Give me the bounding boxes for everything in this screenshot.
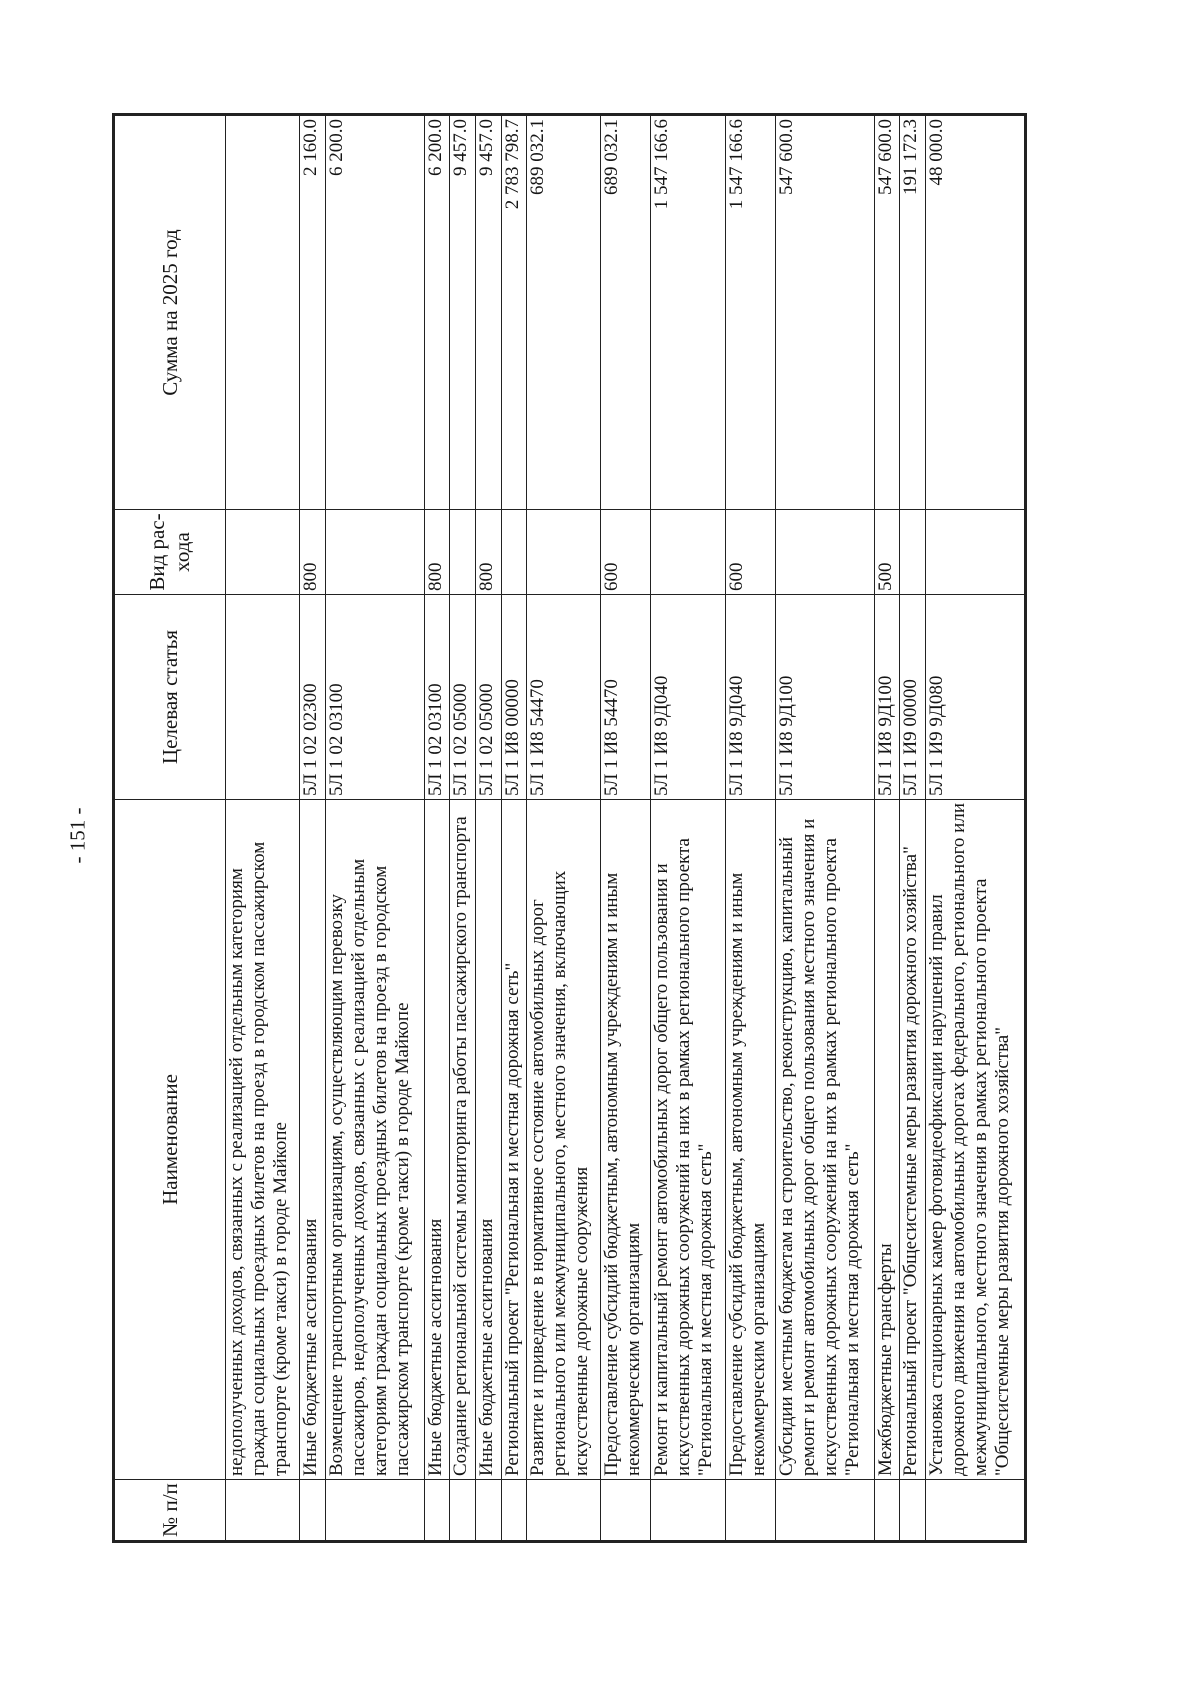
cell-target: 5Л 1 И8 54470 [527,595,601,800]
cell-kind [925,510,1025,595]
header-sum: Сумма на 2025 год [114,115,226,510]
table-row [874,115,900,1542]
header-kind: Вид рас-хода [114,510,226,595]
cell-name: Межбюджетные трансферты [874,800,900,1480]
table-row [475,115,501,1542]
cell-kind [501,510,527,595]
table-row [775,115,874,1542]
cell-no [601,1480,651,1542]
cell-name: Установка стационарных камер фотовидеофиксации нарушений правил дорожного движения на автомобильных дорогах федерального, регионального или межмуниципального, местного значения в рамках регионального проекта "Общесистемные меры развития дорожного хозяйства" [925,800,1025,1480]
table-row [300,115,326,1542]
cell-kind [775,510,874,595]
table-row [900,115,926,1542]
cell-no [501,1480,527,1542]
cell-sum: 6 200.0 [424,115,450,510]
cell-no [725,1480,775,1542]
header-no: № п/п [114,1480,226,1542]
cell-name: Иные бюджетные ассигнования [300,800,326,1480]
cell-sum: 9 457.0 [475,115,501,510]
cell-no [424,1480,450,1542]
cell-target: 5Л 1 И9 00000 [900,595,926,800]
cell-target: 5Л 1 02 05000 [450,595,476,800]
cell-sum: 191 172.3 [900,115,926,510]
cell-target: 5Л 1 И8 00000 [501,595,527,800]
cell-sum: 547 600.0 [874,115,900,510]
cell-kind [325,510,424,595]
cell-kind: 600 [601,510,651,595]
table-row [325,115,424,1542]
cell-target: 5Л 1 И8 9Д100 [874,595,900,800]
cell-sum: 6 200.0 [325,115,424,510]
cell-sum: 48 000.0 [925,115,1025,510]
cell-name: Региональный проект "Региональная и местная дорожная сеть" [501,800,527,1480]
cell-name: Создание региональной системы мониторинга работы пассажирского транспорта [450,800,476,1480]
cell-kind: 800 [475,510,501,595]
cell-kind: 600 [725,510,775,595]
header-name: Наименование [114,800,226,1480]
cell-no [874,1480,900,1542]
cell-no [900,1480,926,1542]
cell-sum: 2 783 798.7 [501,115,527,510]
table-row [925,115,1025,1542]
table-row [725,115,775,1542]
table-row [226,115,300,1542]
cell-target [226,595,300,800]
cell-kind: 800 [300,510,326,595]
table-header-row [114,115,226,1542]
cell-no [325,1480,424,1542]
cell-no [925,1480,1025,1542]
header-target: Целевая статья [114,595,226,800]
cell-no [300,1480,326,1542]
cell-no [651,1480,725,1542]
cell-name: Иные бюджетные ассигнования [424,800,450,1480]
cell-name: Предоставление субсидий бюджетным, автономным учреждениям и иным некоммерческим организациям [601,800,651,1480]
cell-name: Региональный проект "Общесистемные меры развития дорожного хозяйства" [900,800,926,1480]
budget-table-container [112,116,1027,1543]
cell-kind: 500 [874,510,900,595]
cell-name: Возмещение транспортным организациям, осуществляющим перевозку пассажиров, недополученных доходов, связанных с реализацией отдельным категориям граждан социальных проездных билетов на проезд в городском пассажирском транспорте (кроме такси) в городе Майкопе [325,800,424,1480]
cell-target: 5Л 1 И8 9Д100 [775,595,874,800]
cell-target: 5Л 1 02 02300 [300,595,326,800]
cell-name: Субсидии местным бюджетам на строительство, реконструкцию, капитальный ремонт и ремонт автомобильных дорог общего пользования местного значения и искусственных дорожных сооружений на них в рамках регионального проекта "Региональная и местная дорожная сеть" [775,800,874,1480]
cell-name: недополученных доходов, связанных с реализацией отдельным категориям граждан социальных проездных билетов на проезд в городском пассажирском транспорте (кроме такси) в городе Майкопе [226,800,300,1480]
cell-sum: 2 160.0 [300,115,326,510]
cell-sum: 1 547 166.6 [725,115,775,510]
cell-sum: 689 032.1 [601,115,651,510]
cell-no [450,1480,476,1542]
table-body [226,115,1026,1542]
cell-no [475,1480,501,1542]
budget-table [112,113,1027,1543]
cell-kind: 800 [424,510,450,595]
cell-name: Ремонт и капитальный ремонт автомобильных дорог общего пользования и искусственных дорожных сооружений на них в рамках регионального проекта "Региональная и местная дорожная сеть" [651,800,725,1480]
table-row [424,115,450,1542]
cell-sum [226,115,300,510]
cell-sum: 689 032.1 [527,115,601,510]
cell-target: 5Л 1 И8 9Д040 [651,595,725,800]
cell-target: 5Л 1 02 05000 [475,595,501,800]
cell-target: 5Л 1 И9 9Д080 [925,595,1025,800]
cell-kind [226,510,300,595]
cell-target: 5Л 1 И8 54470 [601,595,651,800]
cell-no [527,1480,601,1542]
table-row [501,115,527,1542]
page-number: - 151 - [65,807,90,864]
cell-name: Иные бюджетные ассигнования [475,800,501,1480]
cell-target: 5Л 1 И8 9Д040 [725,595,775,800]
cell-name: Предоставление субсидий бюджетным, автономным учреждениям и иным некоммерческим организациям [725,800,775,1480]
cell-kind [527,510,601,595]
table-row [601,115,651,1542]
cell-name: Развитие и приведение в нормативное состояние автомобильных дорог регионального или межмуниципального, местного значения, включающих искусственные дорожные сооружения [527,800,601,1480]
cell-no [226,1480,300,1542]
cell-kind [450,510,476,595]
table-row [651,115,725,1542]
table-row [527,115,601,1542]
cell-target: 5Л 1 02 03100 [424,595,450,800]
cell-kind [900,510,926,595]
cell-sum: 9 457.0 [450,115,476,510]
cell-sum: 547 600.0 [775,115,874,510]
cell-kind [651,510,725,595]
cell-target: 5Л 1 02 03100 [325,595,424,800]
cell-sum: 1 547 166.6 [651,115,725,510]
cell-no [775,1480,874,1542]
table-row [450,115,476,1542]
